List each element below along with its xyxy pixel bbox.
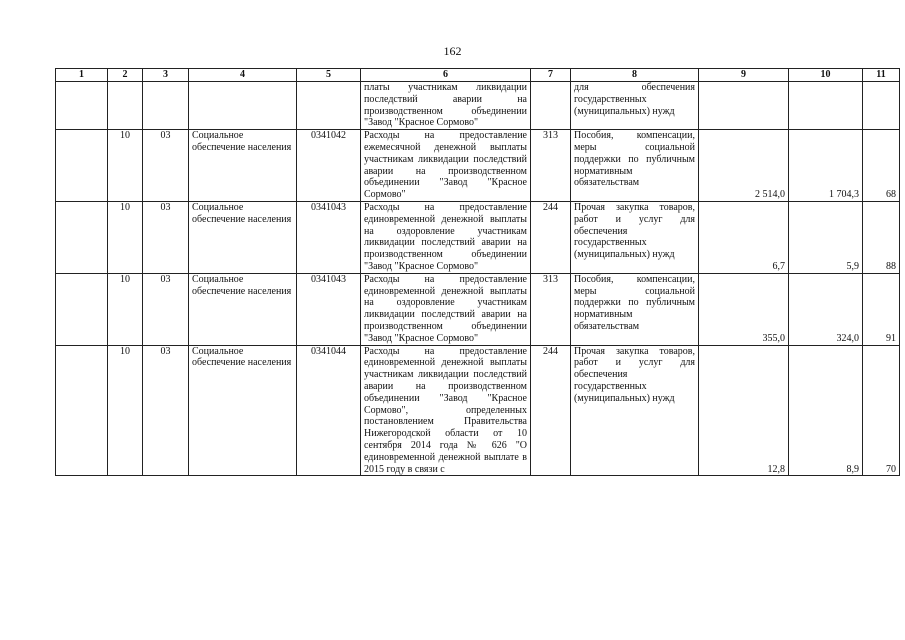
column-header: 1: [56, 69, 108, 82]
cell-col1: [56, 273, 108, 345]
cell-expense-description: платы участникам ликвидации последствий аварии на производственном объединении "Завод "Красное Сормово": [361, 82, 531, 130]
cell-expense-type-code: [531, 82, 571, 130]
cell-section: 10: [108, 130, 143, 202]
cell-executed: 5,9: [789, 201, 863, 273]
cell-planned: 2 514,0: [699, 130, 789, 202]
cell-target-code: 0341043: [297, 273, 361, 345]
cell-planned: [699, 82, 789, 130]
column-header: 4: [189, 69, 297, 82]
cell-expense-description: Расходы на предоставление единовременной денежной выплаты на оздоровление участникам ликвидации последствий аварии на производственном объединении "Завод "Красное Сормово": [361, 201, 531, 273]
cell-section-name: [189, 82, 297, 130]
cell-section: 10: [108, 273, 143, 345]
cell-expense-description: Расходы на предоставление единовременной денежной выплаты участникам ликвидации последствий аварии на производственном объединении "Завод "Красное Сормово", определенных постановлением Правительства Нижегородской области от 10 сентября 2014 года № 626 "О единовременной денежной выплате в 2015 году в связи с: [361, 345, 531, 476]
table-row: [56, 201, 900, 273]
cell-section: [108, 82, 143, 130]
column-header: 3: [143, 69, 189, 82]
cell-target-code: [297, 82, 361, 130]
page-number: 162: [443, 44, 462, 58]
cell-executed: 8,9: [789, 345, 863, 476]
table-header-row: [56, 69, 900, 82]
cell-expense-type-name: Пособия, компенсации, меры социальной поддержки по публичным нормативным обязательствам: [571, 130, 699, 202]
cell-expense-type-code: 244: [531, 345, 571, 476]
cell-col1: [56, 130, 108, 202]
column-header: 11: [863, 69, 900, 82]
column-header: 6: [361, 69, 531, 82]
budget-table: [55, 68, 900, 476]
cell-section-name: Социальное обеспечение населения: [189, 345, 297, 476]
cell-target-code: 0341043: [297, 201, 361, 273]
column-header: 5: [297, 69, 361, 82]
cell-planned: 6,7: [699, 201, 789, 273]
column-header: 9: [699, 69, 789, 82]
cell-col1: [56, 345, 108, 476]
cell-expense-description: Расходы на предоставление единовременной денежной выплаты на оздоровление участникам ликвидации последствий аварии на производственном объединении "Завод "Красное Сормово": [361, 273, 531, 345]
table-row: [56, 345, 900, 476]
cell-col1: [56, 201, 108, 273]
table-row: [56, 82, 900, 130]
cell-planned: 12,8: [699, 345, 789, 476]
cell-expense-type-name: Прочая закупка товаров, работ и услуг для обеспечения государственных (муниципальных) нужд: [571, 201, 699, 273]
cell-target-code: 0341044: [297, 345, 361, 476]
cell-section-name: Социальное обеспечение населения: [189, 273, 297, 345]
column-header: 7: [531, 69, 571, 82]
cell-subsection: 03: [143, 273, 189, 345]
cell-expense-type-code: 313: [531, 130, 571, 202]
cell-section-name: Социальное обеспечение населения: [189, 130, 297, 202]
cell-percent: 70: [863, 345, 900, 476]
cell-subsection: 03: [143, 201, 189, 273]
cell-subsection: 03: [143, 345, 189, 476]
cell-percent: 68: [863, 130, 900, 202]
cell-expense-type-name: для обеспечения государственных (муниципальных) нужд: [571, 82, 699, 130]
cell-section: 10: [108, 201, 143, 273]
cell-section-name: Социальное обеспечение населения: [189, 201, 297, 273]
table-row: [56, 273, 900, 345]
cell-expense-type-name: Прочая закупка товаров, работ и услуг для обеспечения государственных (муниципальных) нужд: [571, 345, 699, 476]
cell-col1: [56, 82, 108, 130]
cell-expense-type-code: 244: [531, 201, 571, 273]
cell-subsection: 03: [143, 130, 189, 202]
cell-executed: 1 704,3: [789, 130, 863, 202]
column-header: 8: [571, 69, 699, 82]
cell-expense-description: Расходы на предоставление ежемесячной денежной выплаты участникам ликвидации последствий аварии на производственном объединении "Завод "Красное Сормово": [361, 130, 531, 202]
cell-planned: 355,0: [699, 273, 789, 345]
cell-expense-type-name: Пособия, компенсации, меры социальной поддержки по публичным нормативным обязательствам: [571, 273, 699, 345]
column-header: 10: [789, 69, 863, 82]
cell-percent: 88: [863, 201, 900, 273]
cell-percent: 91: [863, 273, 900, 345]
cell-subsection: [143, 82, 189, 130]
cell-section: 10: [108, 345, 143, 476]
cell-expense-type-code: 313: [531, 273, 571, 345]
table-row: [56, 130, 900, 202]
column-header: 2: [108, 69, 143, 82]
cell-executed: [789, 82, 863, 130]
cell-executed: 324,0: [789, 273, 863, 345]
cell-target-code: 0341042: [297, 130, 361, 202]
cell-percent: [863, 82, 900, 130]
